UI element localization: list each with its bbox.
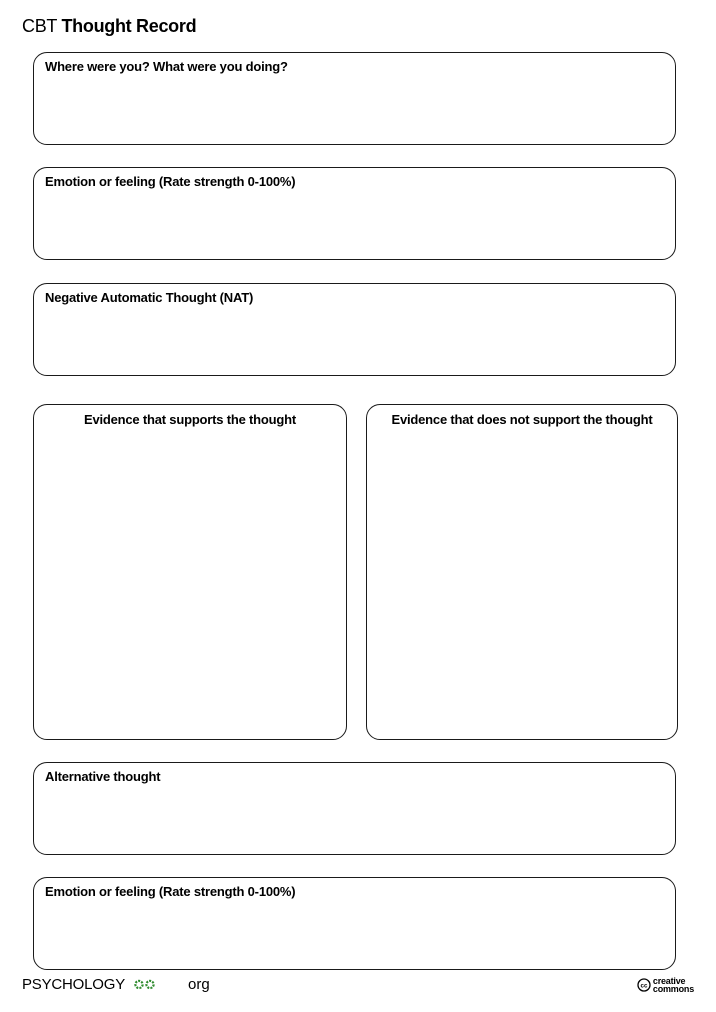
nat-label: Negative Automatic Thought (NAT): [45, 290, 254, 305]
footer-branding: [22, 976, 210, 993]
nat-box[interactable]: [33, 283, 676, 376]
emotion-before-label: Emotion or feeling (Rate strength 0-100%): [45, 174, 296, 189]
creative-commons-logo: [637, 977, 694, 993]
brand-logo-icon: [134, 979, 156, 990]
title-main: Thought Record: [61, 16, 197, 36]
brand-tld: org: [188, 976, 210, 993]
cc-line2: commons: [652, 984, 694, 994]
evidence-for-label: Evidence that supports the thought: [83, 412, 297, 427]
where-box[interactable]: [33, 52, 676, 145]
emotion-before-box[interactable]: [33, 167, 676, 260]
page-title: [22, 16, 196, 37]
evidence-for-box[interactable]: [33, 404, 347, 740]
alternative-label: Alternative thought: [45, 769, 161, 784]
evidence-against-box[interactable]: [366, 404, 678, 740]
cc-icon: [637, 978, 651, 992]
cc-badge-text: cc: [640, 982, 648, 990]
brand-name: PSYCHOLOGY: [22, 976, 126, 993]
alternative-box[interactable]: [33, 762, 676, 855]
cc-line1: creative: [652, 976, 686, 986]
emotion-after-box[interactable]: [33, 877, 676, 970]
evidence-against-label: Evidence that does not support the thought: [391, 412, 653, 427]
where-label: Where were you? What were you doing?: [45, 59, 288, 74]
title-prefix: CBT: [22, 16, 57, 36]
emotion-after-label: Emotion or feeling (Rate strength 0-100%): [45, 884, 296, 899]
